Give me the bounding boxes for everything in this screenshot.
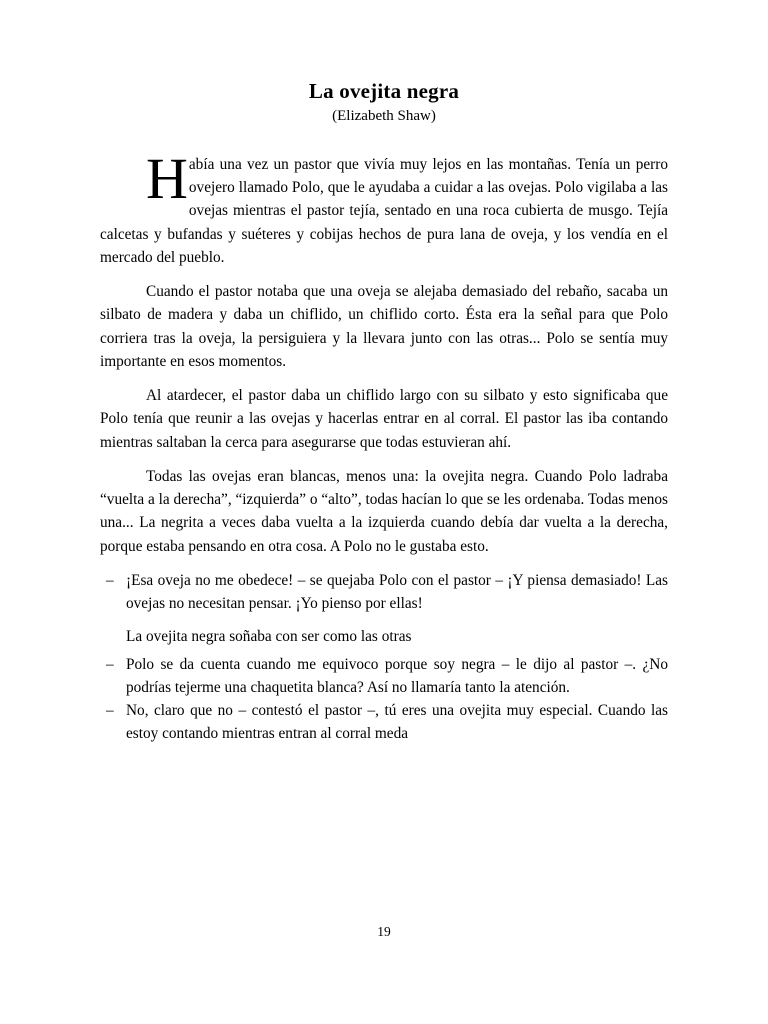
paragraph-2: Cuando el pastor notaba que una oveja se alejaba demasiado del rebaño, sacaba un silbato de madera y daba un chiflido, un chiflido corto. Ésta era la señal para que Polo corriera tras la oveja, la persiguiera y la llevara junto con las otras... Polo se sentía muy importante en esos momentos.	[100, 283, 668, 370]
dash-marker: –	[106, 655, 114, 673]
author-byline: (Elizabeth Shaw)	[332, 108, 436, 125]
page-title: La ovejita negra	[308, 79, 460, 103]
paragraph-3: Al atardecer, el pastor daba un chiflido largo con su silbato y esto significaba que Polo tenía que reunir a las ovejas y hacerlas entrar en al corral. El pastor las iba contando mientras saltaban la cerca para asegurarse que todas estuvieran ahí.	[100, 387, 668, 451]
standalone-line: La ovejita negra soñaba con ser como las otras	[126, 628, 412, 646]
dash-marker: –	[106, 702, 114, 720]
paragraph-opening	[100, 145, 668, 269]
dialog-list-second	[100, 653, 668, 746]
list-item	[100, 699, 668, 746]
dialog-list-first	[100, 569, 668, 616]
paragraph-opening-firstline: abía una vez un pastor que vivía muy lejos en las montañas.	[188, 155, 572, 173]
list-item	[100, 569, 668, 616]
dialog-text: No, claro que no – contestó el pastor –, tú eres una ovejita muy especial. Cuando las estoy contando mientras entran al corral meda	[126, 702, 668, 743]
body-text	[100, 145, 668, 746]
dialog-text: ¡Esa oveja no me obedece! – se quejaba Polo con el pastor – ¡Y piensa demasiado! Las ovejas no necesitan pensar. ¡Yo pienso por ellas!	[126, 571, 668, 613]
drop-cap: H	[146, 145, 188, 211]
dialog-text: Polo se da cuenta cuando me equivoco porque soy negra – le dijo al pastor –. ¿No podrías tejerme una chaquetita blanca? Así no llamaría tanto la atención.	[126, 655, 668, 696]
list-item	[100, 653, 668, 700]
dash-marker: –	[106, 571, 114, 589]
paragraph-opening-rest: Tenía un perro ovejero llamado Polo, que le ayudaba a cuidar a las ovejas. Polo vigilaba a las ovejas mientras el pastor tejía, sentado en una roca cubierta de musgo. Tejía calcetas y bufandas y suéteres y cobijas hechos de pura lana de oveja, y los vendía en el mercado del pueblo.	[100, 155, 668, 266]
page-number: 19	[377, 924, 391, 939]
paragraph-4: Todas las ovejas eran blancas, menos una: la ovejita negra. Cuando Polo ladraba “vuelta a la derecha”, “izquierda” o “alto”, todas hacían lo que se les ordenaba. Todas menos una... La negrita a veces daba vuelta a la izquierda cuando debía dar vuelta a la derecha, porque estaba pensando en otra cosa. A Polo no le gustaba esto.	[100, 467, 668, 555]
